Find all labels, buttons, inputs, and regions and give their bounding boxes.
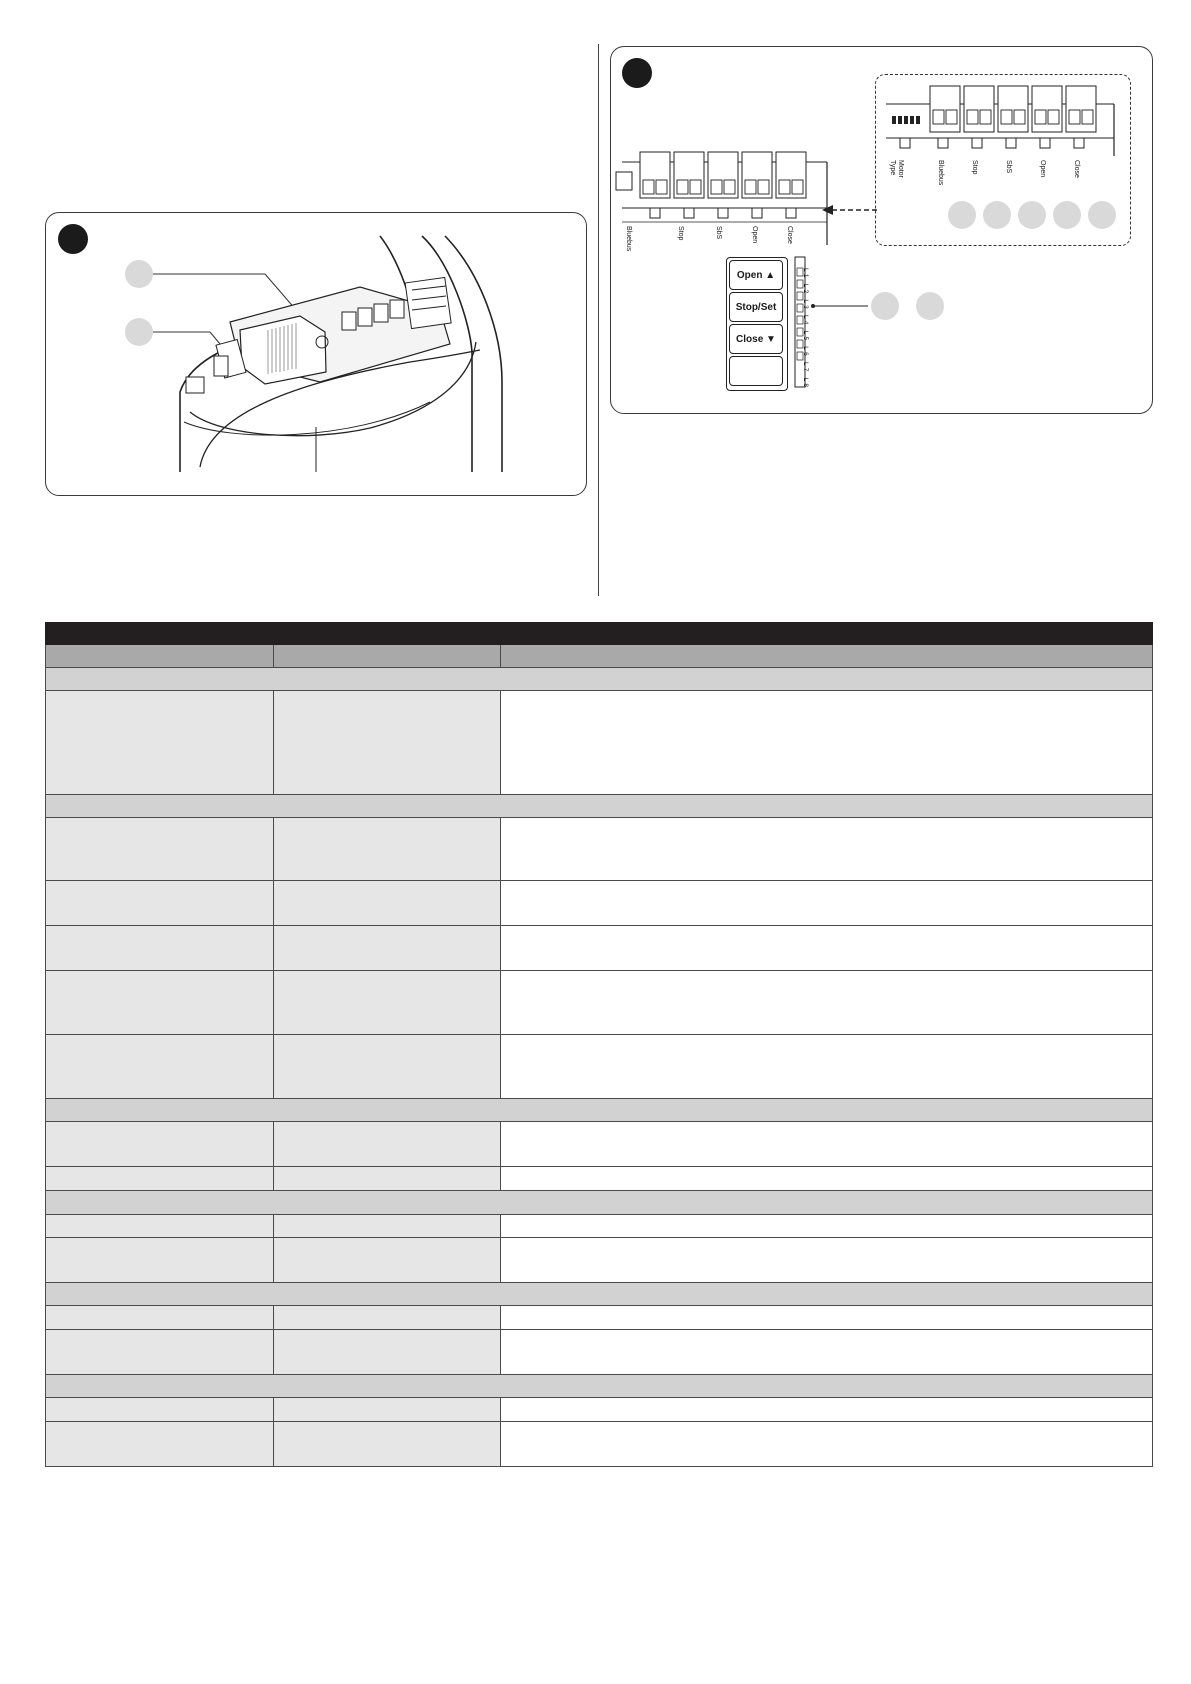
table-row [46,1237,1152,1282]
callout-circle-inset-2 [983,201,1011,229]
led-label-4: L4 [802,314,809,327]
table-row [46,690,1152,794]
terminal-label-inset-close: Close [1073,160,1080,178]
table-cell [501,1035,1152,1098]
figure-number-marker-left [58,224,88,254]
table-cell [46,1122,274,1166]
callout-circle-inset-3 [1018,201,1046,229]
table-cell [46,645,274,667]
table-cell [46,1422,274,1466]
table-cell [274,1330,501,1374]
table-row [46,1121,1152,1166]
table-row [46,1166,1152,1190]
terminal-label-inset-open: Open [1039,160,1046,178]
led-label-2: L2 [802,283,809,296]
table-cell [501,1215,1152,1237]
callout-circle-inset-4 [1053,201,1081,229]
table-cell [46,1215,274,1237]
control-unit-illustration [150,232,550,472]
settings-table [45,645,1153,1467]
table-cell [274,691,501,794]
callout-circle-led-1 [871,292,899,320]
table-cell [46,881,274,925]
terminal-strip-inset [880,84,1120,156]
table-cell [501,1330,1152,1374]
table-cell [46,1167,274,1190]
table-section-row [46,794,1152,817]
terminal-label-inset-stop: Stop [971,160,978,175]
table-row [46,1421,1152,1466]
table-cell [274,1215,501,1237]
table-cell [274,971,501,1034]
terminal-label-main-close: Close [786,226,793,244]
led-labels [802,268,809,389]
table-cell [501,691,1152,794]
table-row [46,817,1152,880]
table-cell [46,971,274,1034]
close-button[interactable]: Close ▼ [729,324,783,354]
table-cell [501,645,1152,667]
table-cell [501,1306,1152,1329]
table-cell [274,1238,501,1282]
terminal-label-main-stop: Stop [677,226,684,241]
table-cell [274,1422,501,1466]
table-cell [274,881,501,925]
terminal-label-inset-bluebus: Bluebus [937,160,944,186]
table-cell [46,1306,274,1329]
table-cell [46,818,274,880]
callout-circle-left-2 [125,318,153,346]
table-cell [274,818,501,880]
table-row [46,925,1152,970]
table-cell [274,1035,501,1098]
table-cell [501,926,1152,970]
open-button[interactable]: Open ▲ [729,260,783,290]
table-cell [501,818,1152,880]
terminal-label-main-bluebus: Bluebus [625,226,632,252]
led-leader-line [810,300,870,312]
stop-set-button[interactable]: Stop/Set [729,292,783,322]
table-cell [274,1398,501,1421]
column-divider [598,44,599,596]
table-cell [501,971,1152,1034]
led-label-7: L7 [802,361,809,374]
table-cell [46,926,274,970]
table-row [46,1397,1152,1421]
callout-circle-inset-1 [948,201,976,229]
table-cell [274,1167,501,1190]
table-row [46,1214,1152,1237]
table-cell [274,645,501,667]
table-cell [274,1122,501,1166]
led-label-3: L3 [802,299,809,311]
blank-button[interactable] [729,356,783,386]
terminal-label-main-open: Open [751,226,758,244]
table-cell [46,1398,274,1421]
table-cell [46,691,274,794]
table-row [46,1305,1152,1329]
table-cell [274,1306,501,1329]
table-cell [46,1330,274,1374]
terminal-label-inset-sbs: SbS [1005,160,1012,174]
table-row [46,880,1152,925]
table-cell [501,1122,1152,1166]
callout-circle-led-2 [916,292,944,320]
table-cell [501,1238,1152,1282]
table-row [46,970,1152,1034]
terminal-label-main-sbs: SbS [715,226,722,240]
table-section-row [46,1190,1152,1214]
arrow-indicator [820,203,880,217]
table-cell [501,1398,1152,1421]
table-cell [501,1422,1152,1466]
table-row [46,1329,1152,1374]
table-cell [46,1035,274,1098]
table-cell [501,881,1152,925]
led-label-1: L1 [802,268,809,280]
table-header-row [46,645,1152,667]
led-label-8: L8 [802,377,809,390]
figure-number-marker-right [622,58,652,88]
callout-circle-inset-5 [1088,201,1116,229]
led-label-5: L5 [802,330,809,343]
table-cell [501,1167,1152,1190]
table-section-row [46,1374,1152,1397]
table-title-bar [45,622,1153,645]
table-section-row [46,1098,1152,1121]
terminal-strip-main [612,150,832,245]
table-row [46,1034,1152,1098]
table-section-row [46,667,1152,690]
terminal-label-inset-motor-type: Motor Type [889,160,904,178]
callout-circle-left-1 [125,260,153,288]
table-cell [46,1238,274,1282]
led-label-6: L6 [802,346,809,358]
table-section-row [46,1282,1152,1305]
table-cell [274,926,501,970]
